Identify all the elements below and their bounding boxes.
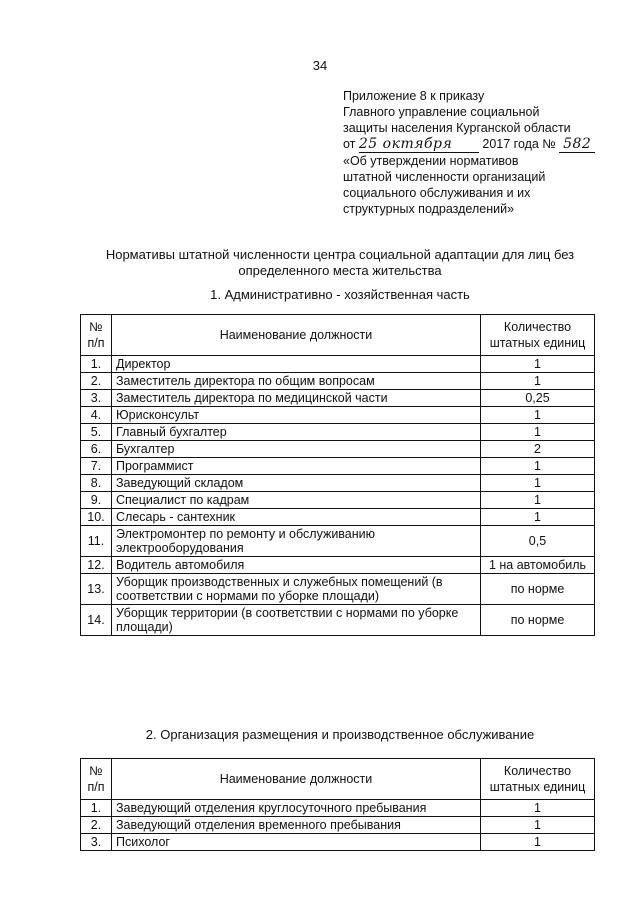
staff-count: 1 (481, 356, 595, 373)
row-number: 6. (81, 441, 112, 458)
position-name: Специалист по кадрам (112, 492, 481, 509)
position-name: Директор (112, 356, 481, 373)
table-row (81, 800, 595, 817)
header-name: Наименование должности (112, 759, 481, 800)
table-row (81, 557, 595, 574)
row-number: 13. (81, 574, 112, 605)
position-name: Бухгалтер (112, 441, 481, 458)
staff-count: 1 (481, 817, 595, 834)
header-qty: Количество штатных единиц (481, 759, 595, 800)
table-header-row (81, 315, 595, 356)
row-number: 3. (81, 834, 112, 851)
table-row (81, 475, 595, 492)
staff-count: 1 (481, 492, 595, 509)
staff-count: 0,5 (481, 526, 595, 557)
table-row (81, 390, 595, 407)
table-row (81, 509, 595, 526)
header-num: № п/п (81, 759, 112, 800)
row-number: 11. (81, 526, 112, 557)
staff-count: по норме (481, 574, 595, 605)
table-header-row (81, 759, 595, 800)
position-name: Водитель автомобиля (112, 557, 481, 574)
section-1-title: 1. Административно - хозяйственная часть (210, 287, 470, 302)
row-number: 14. (81, 605, 112, 636)
row-number: 1. (81, 800, 112, 817)
row-number: 12. (81, 557, 112, 574)
appendix-block (343, 88, 623, 217)
appendix-line: социального обслуживания и их (343, 186, 531, 200)
document-title (90, 247, 590, 279)
position-name: Уборщик территории (в соответствии с нормами по уборке площади) (112, 605, 481, 636)
staff-count: 1 (481, 407, 595, 424)
row-number: 1. (81, 356, 112, 373)
position-name: Главный бухгалтер (112, 424, 481, 441)
table-row (81, 407, 595, 424)
position-name: Заместитель директора по общим вопросам (112, 373, 481, 390)
header-num: № п/п (81, 315, 112, 356)
table-row (81, 605, 595, 636)
appendix-line: Приложение 8 к приказу (343, 89, 485, 103)
title-line: определенного места жительства (238, 263, 442, 278)
header-name: Наименование должности (112, 315, 481, 356)
appendix-line: структурных подразделений» (343, 202, 515, 216)
table-row (81, 373, 595, 390)
table-row (81, 574, 595, 605)
date-prefix: от (343, 137, 356, 151)
staff-table-section-2 (80, 758, 595, 851)
staff-count: 1 (481, 834, 595, 851)
appendix-line: защиты населения Курганской области (343, 121, 571, 135)
staff-count: 1 (481, 424, 595, 441)
handwritten-date: 25 октября (358, 136, 453, 152)
table-row (81, 834, 595, 851)
staff-count: 1 (481, 458, 595, 475)
position-name: Электромонтер по ремонту и обслуживанию электрооборудования (112, 526, 481, 557)
year-text: 2017 года № (482, 137, 556, 151)
table-body (81, 356, 595, 636)
row-number: 5. (81, 424, 112, 441)
staff-count: 1 (481, 475, 595, 492)
handwritten-number: 582 (563, 136, 592, 152)
title-line: Нормативы штатной численности центра социальной адаптации для лиц без (105, 247, 575, 262)
staff-count: 1 на автомобиль (481, 557, 595, 574)
row-number: 3. (81, 390, 112, 407)
appendix-line: штатной численности организаций (343, 170, 546, 184)
table-row (81, 492, 595, 509)
position-name: Психолог (112, 834, 481, 851)
staff-count: по норме (481, 605, 595, 636)
appendix-line: Главного управление социальной (343, 105, 540, 119)
position-name: Программист (112, 458, 481, 475)
staff-count: 1 (481, 800, 595, 817)
table-row (81, 817, 595, 834)
header-qty: Количество штатных единиц (481, 315, 595, 356)
section-2-title: 2. Организация размещения и производственное обслуживание (145, 727, 535, 742)
staff-count: 0,25 (481, 390, 595, 407)
position-name: Заместитель директора по медицинской части (112, 390, 481, 407)
row-number: 8. (81, 475, 112, 492)
position-name: Заведующий отделения временного пребывания (112, 817, 481, 834)
table-row (81, 424, 595, 441)
staff-count: 2 (481, 441, 595, 458)
position-name: Слесарь - сантехник (112, 509, 481, 526)
table-row (81, 441, 595, 458)
row-number: 9. (81, 492, 112, 509)
staff-count: 1 (481, 509, 595, 526)
row-number: 10. (81, 509, 112, 526)
row-number: 7. (81, 458, 112, 475)
table-row (81, 356, 595, 373)
appendix-date-line (343, 136, 623, 153)
position-name: Заведующий складом (112, 475, 481, 492)
position-name: Юрисконсульт (112, 407, 481, 424)
appendix-line: «Об утверждении нормативов (343, 154, 519, 168)
staff-table-section-1 (80, 314, 595, 636)
row-number: 4. (81, 407, 112, 424)
row-number: 2. (81, 817, 112, 834)
table-row (81, 526, 595, 557)
position-name: Заведующий отделения круглосуточного пребывания (112, 800, 481, 817)
row-number: 2. (81, 373, 112, 390)
position-name: Уборщик производственных и служебных помещений (в соответствии с нормами по уборке площади) (112, 574, 481, 605)
table-row (81, 458, 595, 475)
page-number: 34 (312, 58, 328, 73)
table-body (81, 800, 595, 851)
staff-count: 1 (481, 373, 595, 390)
